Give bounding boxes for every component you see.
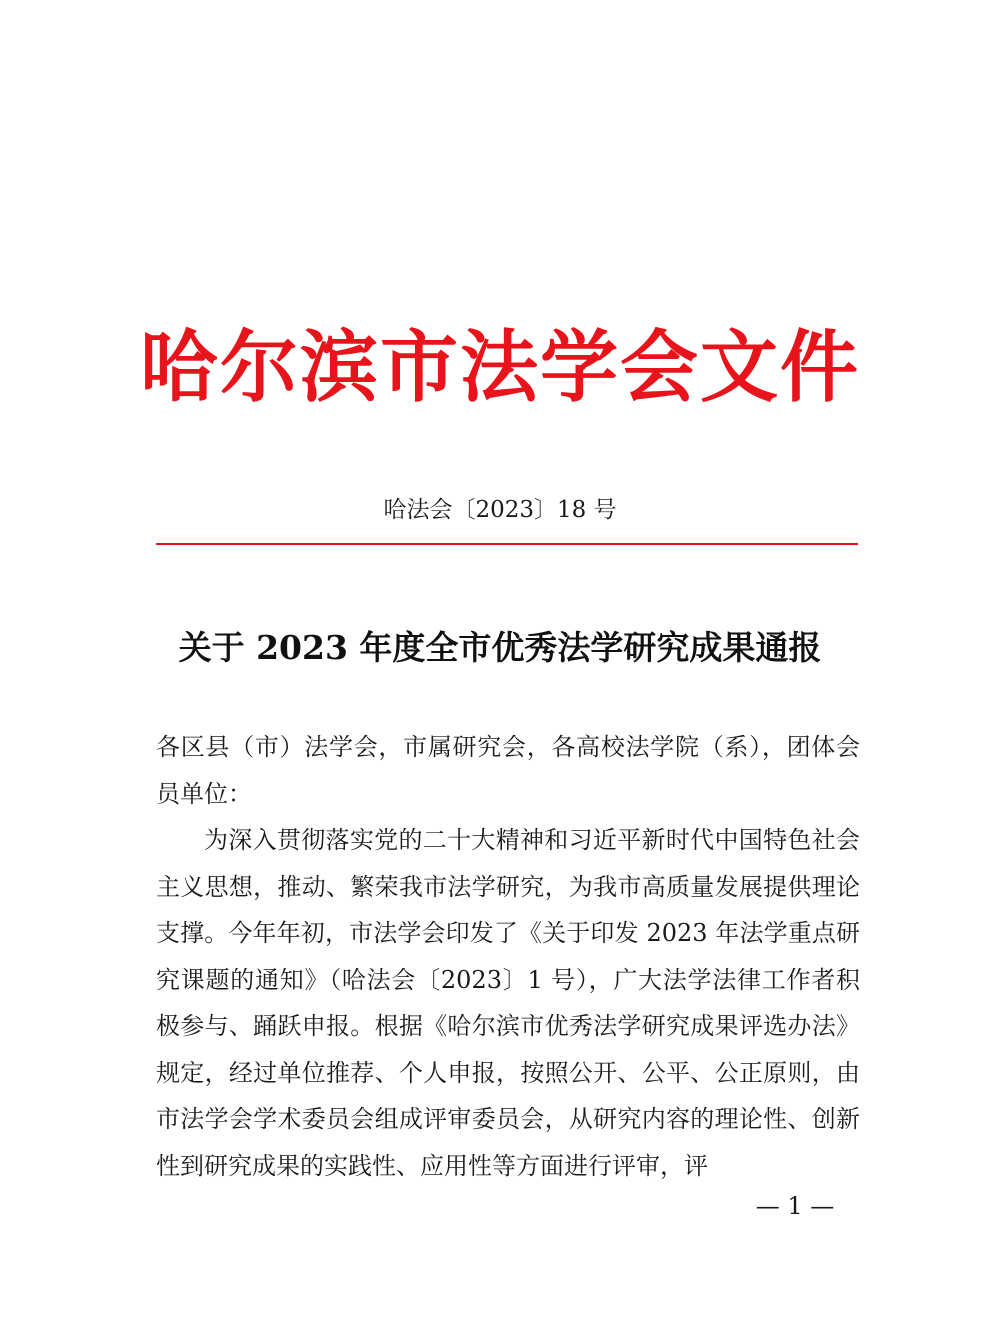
document-title: 关于 2023 年度全市优秀法学研究成果通报 [178, 628, 822, 667]
page-number: — 1 — [755, 1192, 835, 1220]
document-body [156, 724, 860, 1189]
salutation: 各区县（市）法学会，市属研究会，各高校法学院（系），团体会员单位： [156, 733, 860, 808]
red-divider-line [156, 543, 858, 545]
document-number: 哈法会〔2023〕18 号 [383, 497, 617, 523]
body-paragraph: 为深入贯彻落实党的二十大精神和习近平新时代中国特色社会主义思想，推动、繁荣我市法学研究，为我市高质量发展提供理论支撑。今年年初，市法学会印发了《关于印发 2023 年法学重点研究课题的通知》（哈法会〔2023〕1 号），广大法学法律工作者积极参与、踊跃申报。根据《哈尔滨市优秀法学研究成果评选办法》规定，经过单位推荐、个人申报，按照公开、公平、公正原则，由市法学会学术委员会组成评审委员会，从研究内容的理论性、创新性到研究成果的实践性、应用性等方面进行评审，评 [156, 826, 860, 1180]
masthead-title: 哈尔滨市法学会文件 [139, 322, 860, 413]
